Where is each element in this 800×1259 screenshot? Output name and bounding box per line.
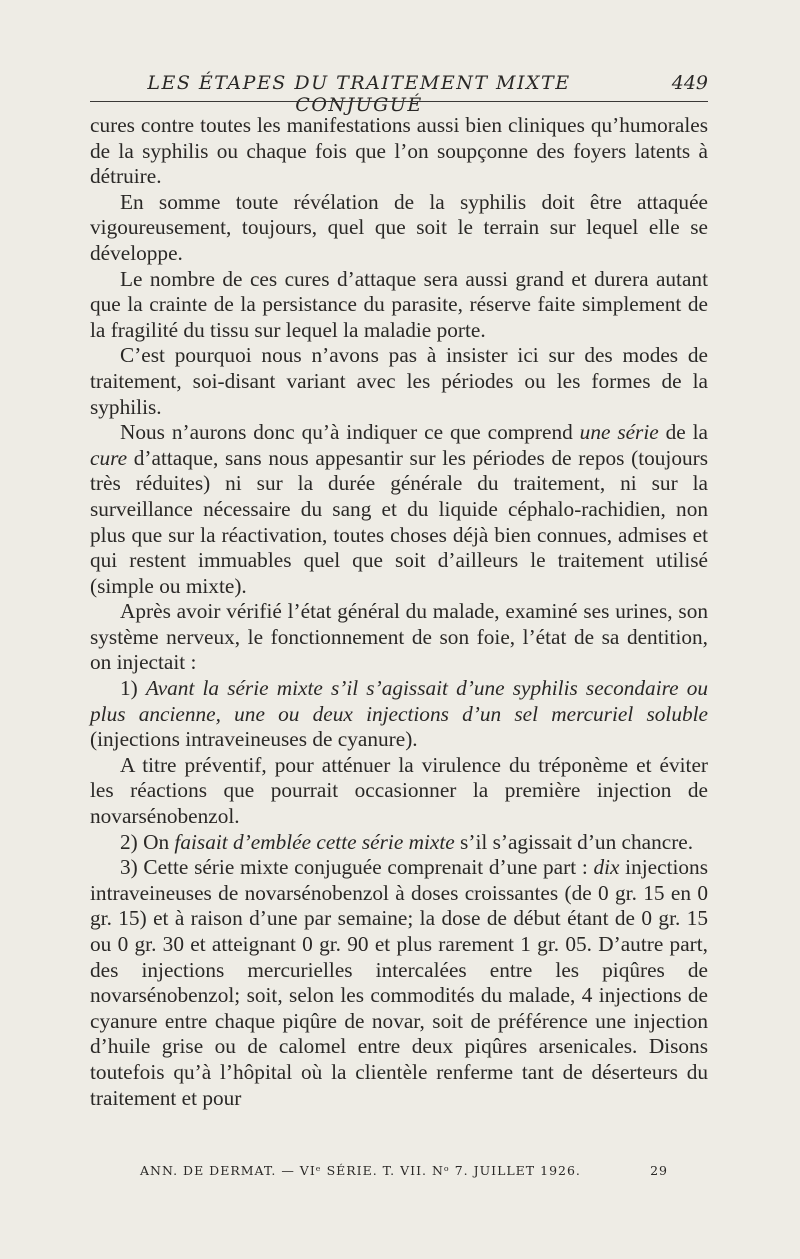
paragraph-5-text-e: d’attaque, sans nous appesantir sur les périodes de repos (toujours très réduites) ni sur la durée générale du traitement, ni sur la surveillance nécessaire du sang et du liquide céphalo-rachidien, non plus que sur la réactivation, toutes choses déjà bien connues, admises et qui restent immuables quel que soit d’ailleurs le traitement utilisé (simple ou mixte). xyxy=(90,445,708,598)
paragraph-5-italic-serie: une série xyxy=(579,420,659,445)
paragraph-9-text: s’il s’agissait d’un chancre. xyxy=(454,829,694,854)
sheet-signature: 29 xyxy=(650,1163,668,1178)
paragraph-1: cures contre toutes les manifestations aussi bien cliniques qu’humorales de la syphilis ou chaque fois que l’on soupçonne des foyers latents à détruire. xyxy=(90,113,708,189)
paragraph-9-italic: faisait d’emblée cette série mixte xyxy=(174,829,455,854)
paragraph-9 xyxy=(90,830,708,856)
paragraph-5-text-a: Nous n’aurons donc qu’à indiquer ce que comprend xyxy=(120,420,580,445)
paragraph-7-number: 1) xyxy=(120,676,146,701)
paragraph-9-number: 2) On xyxy=(120,829,175,854)
paragraph-10-text-a: 3) Cette série mixte conjuguée comprenait d’une part : xyxy=(120,855,594,880)
paragraph-6: Après avoir vérifié l’état général du malade, examiné ses urines, son système nerveux, le fonctionnement de son foie, l’état de sa dentition, on injectait : xyxy=(90,599,708,675)
paragraph-5-italic-cure: cure xyxy=(90,445,128,470)
body-text xyxy=(90,113,708,1111)
paragraph-7-italic: Avant la série mixte s’il s’agissait d’une syphilis secondaire ou plus ancienne, une ou deux injections d’un sel mercuriel soluble xyxy=(90,676,708,726)
paragraph-4: C’est pourquoi nous n’avons pas à insister ici sur des modes de traitement, soi-disant variant avec les périodes ou les formes de la syphilis. xyxy=(90,343,708,419)
paragraph-8: A titre préventif, pour atténuer la virulence du tréponème et éviter les réactions que pourrait occasionner la première injection de novarsénobenzol. xyxy=(90,752,708,829)
paragraph-3: Le nombre de ces cures d’attaque sera aussi grand et durera autant que la crainte de la persistance du parasite, réserve faite simplement de la fragilité du tissu sur lequel la maladie porte. xyxy=(90,266,708,342)
paragraph-2: En somme toute révélation de la syphilis doit être attaquée vigoureusement, toujours, quel que soit le terrain sur lequel elle se développe. xyxy=(90,189,708,265)
paragraph-7 xyxy=(90,676,708,753)
journal-citation: ANN. DE DERMAT. — VIᵉ SÉRIE. T. VII. Nᵒ 7. JUILLET 1926. xyxy=(140,1163,581,1178)
paragraph-7-text: (injections intraveineuses de cyanure). xyxy=(90,727,418,752)
page-header xyxy=(90,66,708,116)
paragraph-5-text-c: de la xyxy=(658,420,708,445)
running-title: LES ÉTAPES DU TRAITEMENT MIXTE CONJUGUÉ xyxy=(147,72,571,116)
header-rule xyxy=(90,101,708,102)
paragraph-10 xyxy=(90,855,708,1111)
page-number: 449 xyxy=(671,72,708,94)
paragraph-10-italic-dix: dix xyxy=(593,855,620,880)
paragraph-5 xyxy=(90,420,708,599)
paragraph-10-text-c: injections intraveineuses de novarsénobenzol à doses croissantes (de 0 gr. 15 en 0 gr. 15) et à raison d’une par semaine; la dose de début étant de 0 gr. 15 ou 0 gr. 30 et atteignant 0 gr. 90 et plus rarement 1 gr. 05. D’autre part, des injections mercurielles intercalées entre les piqûres de novarsénobenzol; soit, selon les commodités du malade, 4 injections de cyanure entre chaque piqûre de novar, soit de préférence une injection d’huile grise ou de calomel entre deux piqûres arsenicales. Disons toutefois qu’à l’hôpital où la clientèle renferme tant de déserteurs du traitement et pour xyxy=(90,855,708,1110)
